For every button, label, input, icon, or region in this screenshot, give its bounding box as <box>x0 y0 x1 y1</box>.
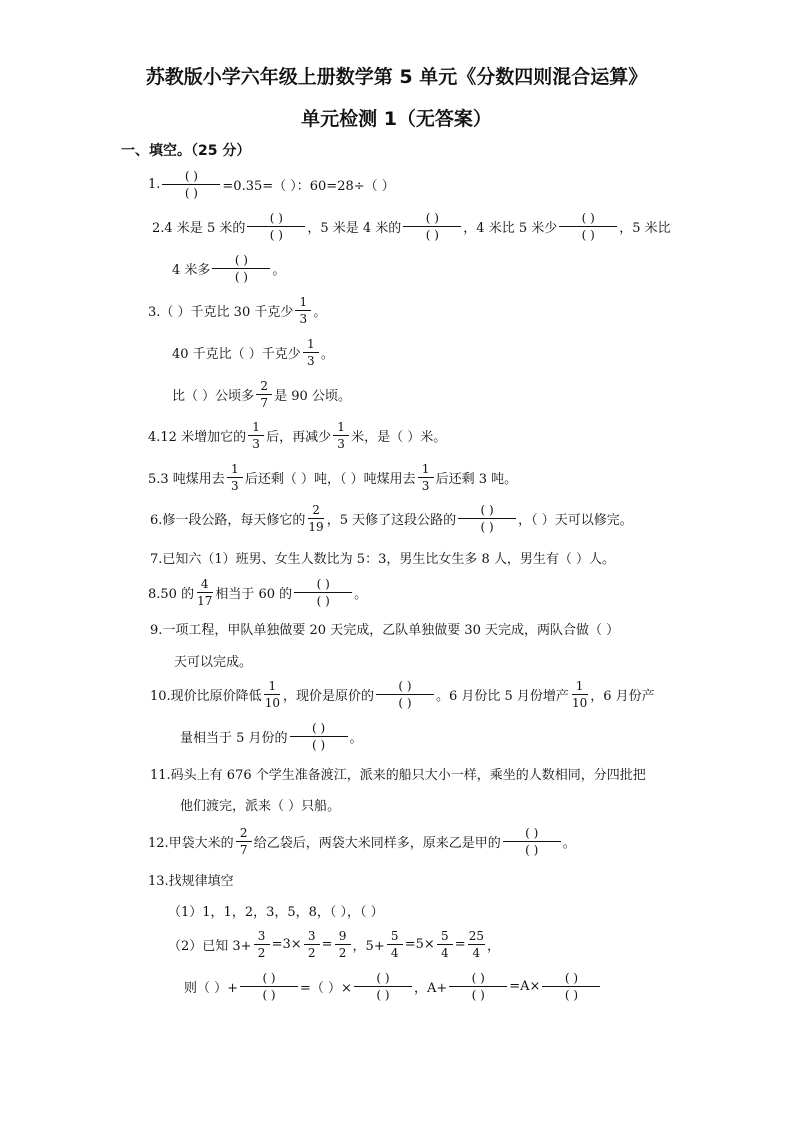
question-13-part1: （1）1，1，2，3，5，8，（ ），（ ） <box>168 904 384 920</box>
question-13-part2: （2）已知 3+ $\frac{3}{2}$ =3× $\frac{3}{2}$ = $\frac{9}{2}$ ，5+ $\frac{5}{4}$ =5× $\frac{5}{4}$ = $\frac{25}{4}$ ， <box>168 928 500 960</box>
fraction: $\frac{9}{2}$ <box>335 930 351 959</box>
fraction: $\frac{1}{3}$ <box>303 338 319 367</box>
question-10-line2: 量相当于 5 月份的 $\frac{( )}{( )}$ 。 <box>180 720 363 752</box>
question-13-title: 13.找规律填空 <box>148 873 234 889</box>
question-7: 7.已知六（1）班男、女生人数比为 5：3，男生比女生多 8 人，男生有（ ）人。 <box>150 551 616 567</box>
question-13-part3: 则（ ）+ $\frac{( )}{( )}$ =（ ）× $\frac{( )}{( )}$ ，A+ $\frac{( )}{( )}$ =A× $\frac{( )}{( )}$ <box>184 969 602 1003</box>
fraction: $\frac{5}{4}$ <box>437 930 453 959</box>
question-9-line2: 天可以完成。 <box>174 654 253 670</box>
fraction: $\frac{1}{3}$ <box>333 421 349 450</box>
blank-fraction[interactable]: $\frac{( )}{( )}$ <box>240 972 298 1001</box>
blank-fraction[interactable]: $\frac{( )}{( )}$ <box>449 972 507 1001</box>
question-3-line1: 3.（ ）千克比 30 千克少 $\frac{1}{3}$ 。 <box>148 294 327 326</box>
fraction: $\frac{2}{19}$ <box>308 502 324 534</box>
question-4: 4.12 米增加它的 $\frac{1}{3}$ 后，再减少 $\frac{1}{3}$ 米，是（ ）米。 <box>148 419 447 451</box>
fraction: $\frac{4}{17}$ <box>197 576 213 608</box>
fraction: $\frac{1}{3}$ <box>295 296 311 325</box>
document-title-line2: 单元检测 1（无答案） <box>301 108 492 130</box>
question-11-line1: 11.码头上有 676 个学生准备渡江，派来的船只大小一样，乘坐的人数相同，分四批把 <box>150 767 646 783</box>
blank-fraction[interactable]: $\frac{( )}{( )}$ <box>290 722 348 751</box>
blank-fraction[interactable]: $\frac{( )}{( )}$ <box>247 212 305 241</box>
blank-fraction[interactable]: $\frac{( )}{( )}$ <box>212 254 270 283</box>
fraction: $\frac{1}{3}$ <box>248 421 264 450</box>
fraction: $\frac{25}{4}$ <box>468 928 484 960</box>
fraction: $\frac{2}{7}$ <box>236 827 252 856</box>
question-10-line1: 10.现价比原价降低 $\frac{1}{10}$ ，现价是原价的 $\frac{( )}{( )}$ 。6 月份比 5 月份增产 $\frac{1}{10}$ ，6 月份产 <box>150 678 655 710</box>
blank-fraction[interactable]: $\frac{( )}{( )}$ <box>354 972 412 1001</box>
blank-fraction[interactable]: $\frac{( )}{( )}$ <box>559 212 617 241</box>
fraction: $\frac{2}{7}$ <box>256 380 272 409</box>
document-title-line1: 苏教版小学六年级上册数学第 5 单元《分数四则混合运算》 <box>145 66 648 88</box>
blank-fraction[interactable]: $\frac{( )}{( )}$ <box>376 680 434 709</box>
fraction: $\frac{1}{3}$ <box>227 463 243 492</box>
question-9-line1: 9.一项工程，甲队单独做要 20 天完成，乙队单独做要 30 天完成，两队合做（ ） <box>150 622 620 638</box>
blank-fraction[interactable]: $\frac{( )}{( )}$ <box>403 212 461 241</box>
question-2-line2: 4 米多 $\frac{( )}{( )}$ 。 <box>172 252 286 284</box>
question-12: 12.甲袋大米的 $\frac{2}{7}$ 给乙袋后，两袋大米同样多，原来乙是甲的 $\frac{( )}{( )}$ 。 <box>148 825 576 857</box>
question-2-line1: 2.4 米是 5 米的 $\frac{( )}{( )}$ ，5 米是 4 米的 $\frac{( )}{( )}$ ，4 米比 5 米少 $\frac{( )}{( )}$ ，5 米比 <box>152 210 671 242</box>
question-5: 5.3 吨煤用去 $\frac{1}{3}$ 后还剩（ ）吨，（ ）吨煤用去 $\frac{1}{3}$ 后还剩 3 吨。 <box>148 461 518 493</box>
question-6: 6.修一段公路，每天修它的 $\frac{2}{19}$ ，5 天修了这段公路的 $\frac{( )}{( )}$ ，（ ）天可以修完。 <box>150 502 633 534</box>
fraction: $\frac{3}{2}$ <box>254 930 270 959</box>
question-1: 1. $\frac{( )}{( )}$ =0.35=（ ）：60=28÷（ ） <box>148 168 395 200</box>
question-11-line2: 他们渡完，派来（ ）只船。 <box>180 798 341 814</box>
question-3-line2: 40 千克比（ ）千克少 $\frac{1}{3}$ 。 <box>172 336 334 368</box>
blank-fraction[interactable]: $\frac{( )}{( )}$ <box>542 972 600 1001</box>
blank-fraction[interactable]: $\frac{( )}{( )}$ <box>458 504 516 533</box>
fraction: $\frac{5}{4}$ <box>387 930 403 959</box>
blank-fraction[interactable]: $\frac{( )}{( )}$ <box>503 827 561 856</box>
question-8: 8.50 的 $\frac{4}{17}$ 相当于 60 的 $\frac{( )}{( )}$ 。 <box>148 576 368 608</box>
question-3-line3: 比（ ）公顷多 $\frac{2}{7}$ 是 90 公顷。 <box>172 378 351 410</box>
fraction: $\frac{1}{3}$ <box>418 463 434 492</box>
fraction: $\frac{3}{2}$ <box>304 930 320 959</box>
blank-fraction[interactable]: $\frac{( )}{( )}$ <box>162 170 220 199</box>
fraction: $\frac{1}{10}$ <box>571 678 588 710</box>
section-heading: 一、填空。（25 分） <box>121 143 251 159</box>
blank-fraction[interactable]: $\frac{( )}{( )}$ <box>294 578 352 607</box>
fraction: $\frac{1}{10}$ <box>264 678 280 710</box>
